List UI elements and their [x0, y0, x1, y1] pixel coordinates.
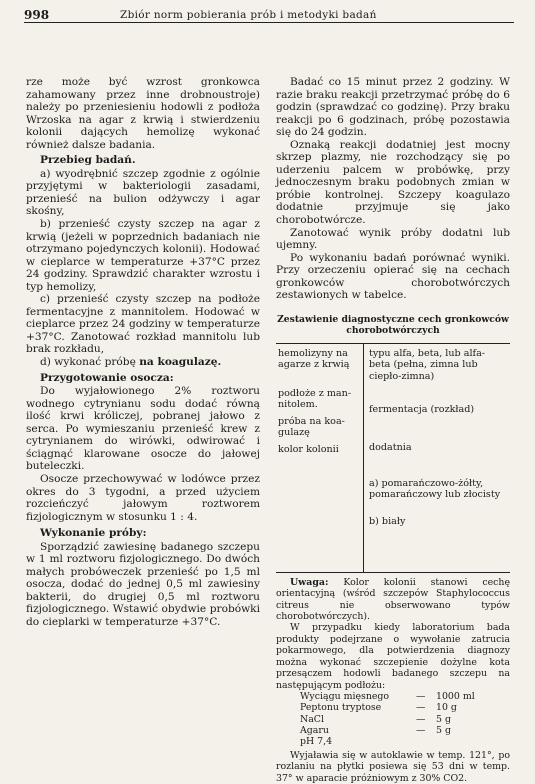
page-header	[0, 0, 535, 24]
table-left-colony-color: kolor kolonii	[278, 443, 339, 455]
intro-paragraph: rze może być wzrost gronkowca zahamowany przez inne drobnoustroje) należy po przeniesieniu hodowli z podłoża Wrzoska na agar z krwią i stwierdzeniu kolonii dających hemolizę wykonać również dalsze badania.	[26, 76, 260, 151]
item-d-text: d) wykonać próbę	[40, 356, 136, 369]
left-column	[26, 76, 260, 629]
diagnostic-table	[276, 343, 510, 573]
recipe-row: Wyciągu mięsnego — 1000 ml	[300, 690, 475, 702]
table-right-color-b: b) biały	[369, 515, 406, 527]
plasma-paragraph: Do wyjałowionego 2% roztworu wodnego cytrynianu sodu dodać równą ilość krwi króliczej, pobranej jałowo z serca. Po wymieszaniu przenieść krew z cytrynianem do wirówki, odwirować i ściągnąć klarowane osocze do jałowej buteleczki.	[26, 385, 260, 473]
compare-results-paragraph: Po wykonaniu badań porównać wyniki. Przy orzeczeniu opierać się na cechach gronkowców chorobotwórczych zestawionych w tabelce.	[276, 251, 510, 302]
item-d	[26, 356, 260, 369]
table-right-fermentation: fermentacja (rozkład)	[369, 403, 475, 415]
item-b: b) przenieść czysty szczep na agar z krwią (jeżeli w poprzednich badaniach nie otrzymano pojedynczych kolonii). Hodować w cieplarce w temperaturze +37°C przez 24 godziny. Sprawdzić charakter wzrostu i typ hemolizy,	[26, 218, 260, 293]
table-title: Zestawienie diagnostyczne cech gronkowców chorobotwórczych	[277, 313, 509, 337]
page-number: 998	[24, 8, 50, 22]
item-c: c) przenieść czysty szczep na podłoże fermentacyjne z mannitolem. Hodować w cieplarce przez 24 godziny w temperaturze +37°C. Zanotować rozkład mannitolu lub brak rozkładu,	[26, 293, 260, 356]
recipe-row: Agaru — 5 g	[300, 725, 451, 737]
positive-reaction-paragraph: Oznaką reakcji dodatniej jest mocny skrzep plazmy, nie rozchodzący się po uderzeniu palcem w probówkę, przy jednoczesnym braku podobnych zmian w próbie kontrolnej. Szczepy koagulazo dodatnie przyjmuje się jako chorobotwórcze.	[276, 138, 510, 227]
header-rule	[24, 22, 514, 23]
table-right-hemolysins: typu alfa, beta, lub alfa- beta (pełna, zimna lub ciepło-zimna)	[369, 347, 486, 382]
right-column	[276, 76, 510, 784]
table-left-coagulase: próba na koa- gulazę	[278, 415, 345, 439]
storage-paragraph: Osocze przechowywać w lodówce przez okres do 3 tygodni, a przed użyciem rozcieńczyć jałowym roztworem fizjologicznym w stosunku 1 : 4.	[26, 472, 260, 523]
recipe-list	[276, 691, 510, 748]
running-title: Zbiór norm pobierania prób i metodyki badań	[120, 9, 377, 21]
heading-test-procedure: Przebieg badań.	[40, 154, 136, 167]
record-result-paragraph: Zanotować wynik próby dodatni lub ujemny.	[276, 226, 510, 252]
table-right-positive: dodatnia	[369, 441, 412, 453]
timing-paragraph: Badać co 15 minut przez 2 godziny. W razie braku reakcji przetrzymać próbę do 6 godzin (sprawdzać co godzinę). Przy braku reakcji po 6 godzinach, próbę pozostawia się do 24 godzin.	[276, 76, 510, 139]
heading-plasma-preparation: Przygotowanie osocza:	[40, 371, 174, 384]
table-left-mannitol: podłoże z man- nitolem.	[278, 387, 352, 411]
procedure-paragraph: Sporządzić zawiesinę badanego szczepu w 1 ml roztworu fizjologicznego. Do dwóch małych probóweczek przenieść po 1,5 ml osocza, dodać do jednej 0,5 ml zawiesiny bakterii, do drugiej 0,5 ml roztworu fizjologicznego. Wstawić obydwie probówki do cieplarki w temperaturze +37°C.	[26, 540, 260, 628]
final-paragraph: Wyjaławia się w autoklawie w temp. 121°, po rozlaniu na płytki posiewa się 53 dni w temp. 37° w aparacie próżniowym z 30% CO2.	[276, 749, 510, 784]
item-d-bold: na koagulazę.	[139, 356, 222, 369]
note-label: Uwaga:	[290, 576, 329, 588]
note-text: Kolor kolonii stanowi cechę orientacyjną (wśród szczepów Staphylococcus citreus nie obserwowano typów chorobotwórczych).	[276, 576, 510, 623]
recipe-row: pH 7,4	[300, 736, 333, 748]
table-left-hemolysins: hemolizyny na agarze z krwią	[278, 347, 350, 371]
heading-test-execution: Wykonanie próby:	[40, 527, 147, 540]
recipe-row: NaCl — 5 g	[300, 713, 451, 725]
item-a: a) wyodrębnić szczep zgodnie z ogólnie przyjętymi w bakteriologii zasadami, przenieść na bulion odżywczy i agar skośny,	[26, 167, 260, 218]
table-divider	[363, 344, 364, 572]
note-paragraph	[276, 577, 510, 623]
lab-paragraph: W przypadku kiedy laboratorium bada produkty podejrzane o wywołanie zatrucia pokarmowego, dla potwierdzenia diagnozy można wykonać szczepienie dożylne kota przesączem hodowli badanego szczepu na następującym podłożu:	[276, 622, 510, 691]
recipe-row: Peptonu tryptose — 10 g	[300, 702, 457, 714]
table-right-color-a: a) pomarańczowo-żółty, pomarańczowy lub złocisty	[369, 477, 501, 501]
